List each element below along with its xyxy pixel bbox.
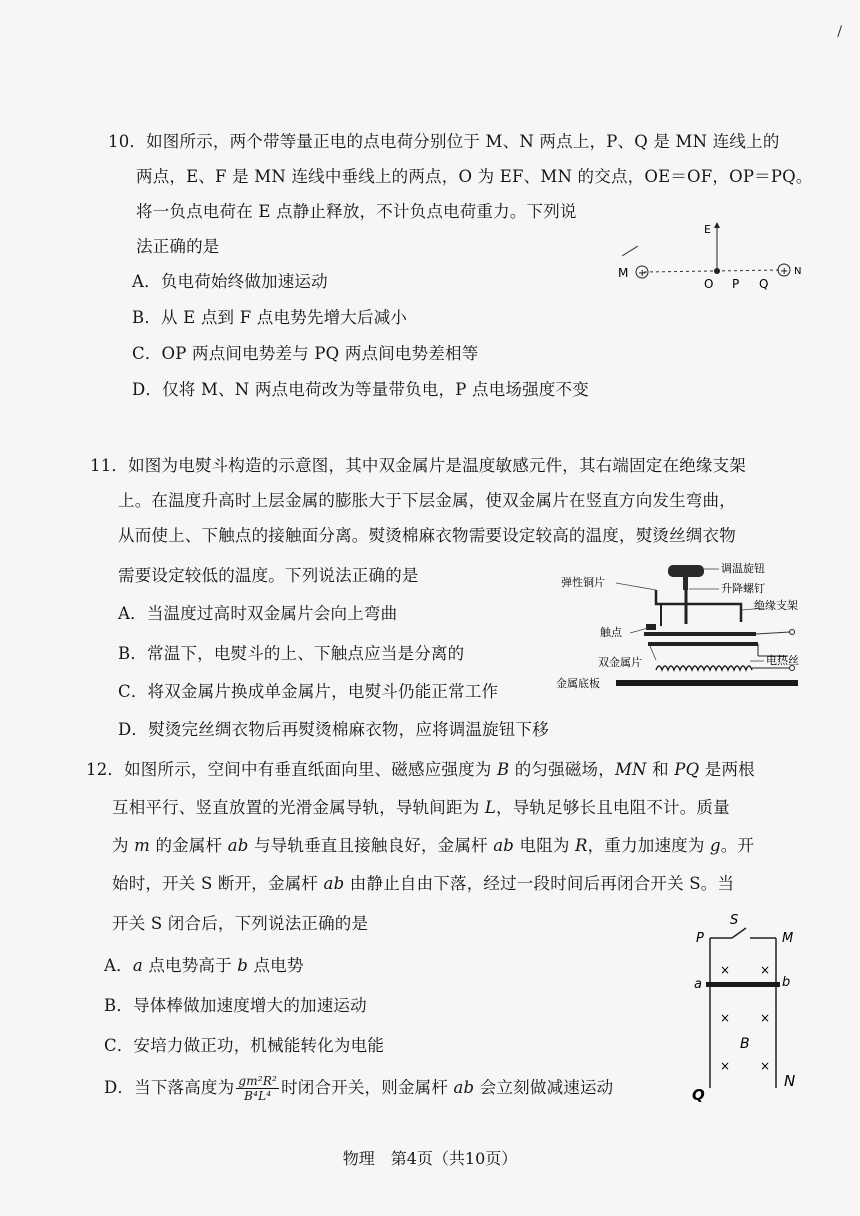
q11-bimetal — [648, 642, 758, 646]
q11-label-contact: 触点 — [600, 626, 622, 639]
q11-label-screw: 升降螺钉 — [721, 582, 765, 595]
q10-stem-line-1: 10．如图所示，两个带等量正电的点电荷分别位于 M、N 两点上，P、Q 是 MN 连线上的 — [108, 132, 780, 151]
q11-stem-line-4: 需要设定较低的温度。下列说法正确的是 — [118, 566, 419, 585]
q11-label-bimetal: 双金属片 — [598, 656, 642, 669]
q12-label-p: P — [696, 931, 704, 946]
q10-label-p: P — [732, 277, 740, 291]
q12-label-a: a — [694, 977, 702, 992]
q12-label-b-field: B — [740, 1036, 750, 1052]
q12-field-cross: × — [720, 1059, 731, 1073]
corner-mark: / — [837, 24, 842, 40]
q10-plus-n: + — [780, 266, 789, 277]
q11-option-b: B．常温下，电熨斗的上、下触点应当是分离的 — [118, 644, 465, 663]
q11-heater-coil — [656, 666, 752, 670]
q10-option-d: D．仅将 M、N 两点电荷改为等量带负电，P 点电场强度不变 — [132, 380, 589, 399]
q12-rod-ab — [706, 982, 780, 987]
q11-knob — [668, 565, 704, 577]
q12-stem-line-3: 为 m 的金属杆 ab 与导轨垂直且接触良好，金属杆 ab 电阻为 R，重力加速度为 g。开 — [112, 836, 755, 855]
q10-point-o — [714, 268, 720, 274]
q11-label-base: 金属底板 — [556, 677, 600, 690]
q12-field-cross: × — [760, 963, 771, 977]
q11-iron-diagram — [556, 560, 808, 696]
q12-label-b: b — [782, 975, 791, 990]
q12-field-cross: × — [760, 1011, 771, 1025]
q10-stem-line-2: 两点，E、F 是 MN 连线中垂线上的两点，O 为 EF、MN 的交点，OE＝OF，OP＝PQ。 — [136, 167, 813, 186]
q11-option-d: D．熨烫完丝绸衣物后再熨烫棉麻衣物，应将调温旋钮下移 — [118, 720, 549, 739]
q12-field-cross: × — [720, 1011, 731, 1025]
q11-label-spring: 弹性铜片 — [561, 576, 605, 589]
q11-support — [644, 632, 756, 636]
q12-stem-line-1: 12．如图所示，空间中有垂直纸面向里、磁感应强度为 B 的匀强磁场，MN 和 PQ 是两根 — [86, 760, 755, 779]
q11-label-support: 绝缘支架 — [754, 599, 798, 612]
q12-label-m: M — [782, 931, 794, 946]
q12-label-s: S — [730, 913, 739, 928]
q12-option-b: B．导体棒做加速度增大的加速运动 — [104, 996, 367, 1015]
q12-option-c: C．安培力做正功，机械能转化为电能 — [104, 1036, 385, 1055]
q10-option-c: C．OP 两点间电势差与 PQ 两点间电势差相等 — [132, 344, 479, 363]
q11-stem-line-3: 从而使上、下触点的接触面分离。熨烫棉麻衣物需要设定较高的温度，熨烫丝绸衣物 — [118, 526, 736, 545]
q11-stem-line-2: 上。在温度升高时上层金属的膨胀大于下层金属，使双金属片在竖直方向发生弯曲， — [118, 491, 736, 510]
q11-label-knob: 调温旋钮 — [721, 562, 765, 575]
q12-field-cross: × — [760, 1059, 771, 1073]
q10-option-a: A．负电荷始终做加速运动 — [132, 272, 328, 291]
q12-label-q: Q — [692, 1086, 705, 1104]
q11-option-a: A．当温度过高时双金属片会向上弯曲 — [118, 604, 398, 623]
q10-label-n: N — [794, 266, 802, 277]
q12-stem-line-4: 始时，开关 S 断开，金属杆 ab 由静止自由下落，经过一段时间后再闭合开关 S。当 — [112, 874, 735, 893]
q12-switch — [732, 928, 746, 938]
q11-contact — [646, 624, 656, 630]
q10-figure — [612, 216, 812, 296]
q12-stem-line-5: 开关 S 闭合后，下列说法正确的是 — [112, 914, 369, 933]
q12-rail-diagram — [680, 910, 810, 1110]
q11-label-heater: 电热丝 — [766, 654, 799, 667]
q12-option-d: D．当下落高度为 $\frac{\text{gm²R²}}{\text{B⁴L⁴}}$ 时闭合开关，则金属杆 ab 会立刻做减速运动 — [104, 1074, 614, 1103]
q12-field-cross: × — [720, 963, 731, 977]
q11-metal-base — [616, 680, 798, 686]
q10-label-q: Q — [759, 277, 769, 291]
q11-option-c: C．将双金属片换成单金属片，电熨斗仍能正常工作 — [118, 682, 499, 701]
q10-plus-m: + — [638, 268, 647, 279]
q10-option-b: B．从 E 点到 F 点电势先增大后减小 — [132, 308, 408, 327]
q10-label-o: O — [704, 277, 714, 291]
q12-stem-line-2: 互相平行、竖直放置的光滑金属导轨，导轨间距为 L，导轨足够长且电阻不计。质量 — [112, 798, 730, 817]
q10-label-e: E — [704, 223, 711, 236]
q12-option-a: A．a 点电势高于 b 点电势 — [104, 956, 304, 975]
q12-label-n: N — [784, 1072, 796, 1090]
q11-stem-line-1: 11．如图为电熨斗构造的示意图，其中双金属片是温度敏感元件，其右端固定在绝缘支架 — [90, 456, 746, 475]
q10-label-m: M — [618, 266, 629, 280]
page-footer: 物理 第4页（共10页） — [342, 1149, 518, 1168]
q10-stem-line-3: 将一负点电荷在 E 点静止释放，不计负点电荷重力。下列说 — [136, 202, 577, 221]
q12-fraction: $\frac{\text{gm²R²}}{\text{B⁴L⁴}}$ — [238, 1074, 278, 1103]
q10-stem-line-4: 法正确的是 — [136, 237, 220, 256]
